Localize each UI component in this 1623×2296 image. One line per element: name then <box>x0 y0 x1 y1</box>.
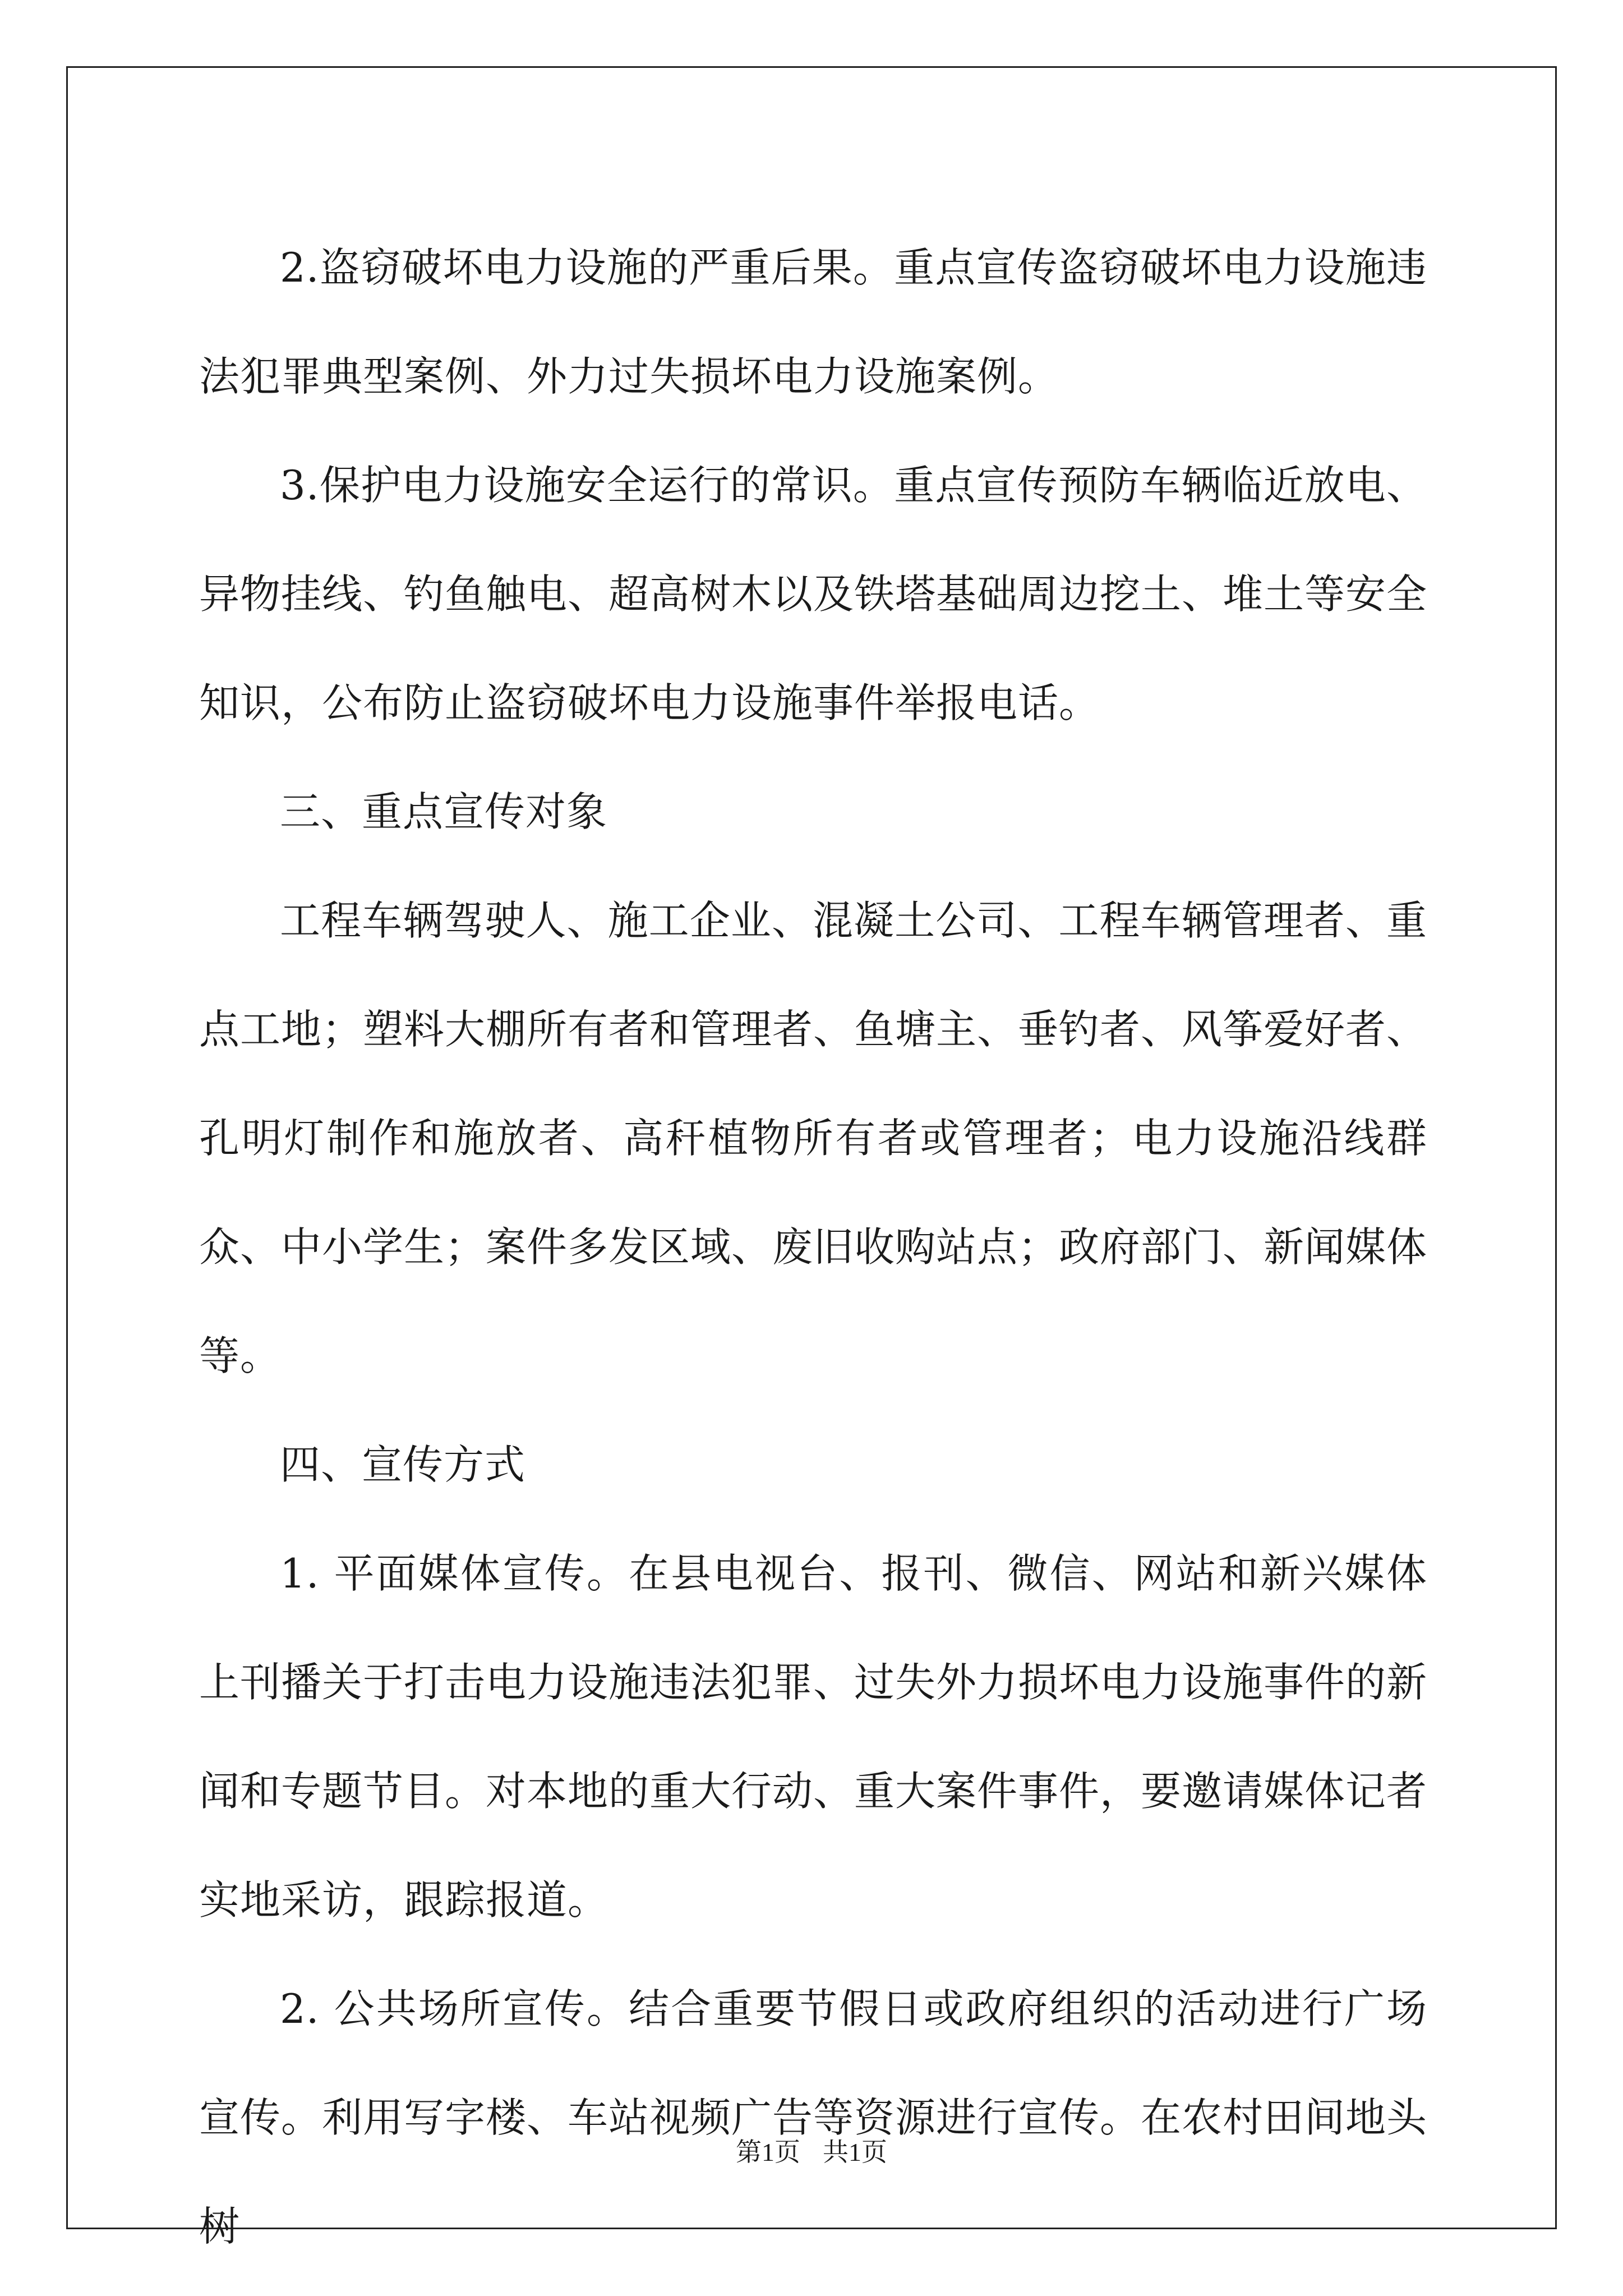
paragraph-safety-knowledge: 3.保护电力设施安全运行的常识。重点宣传预防车辆临近放电、异物挂线、钓鱼触电、超高树木以及铁塔基础周边挖土、堆土等安全知识，公布防止盗窃破坏电力设施事件举报电话。 <box>199 462 1428 726</box>
paragraph-public-places: 2. 公共场所宣传。结合重要节假日或政府组织的活动进行广场宣传。利用写字楼、车站视频广告等资源进行宣传。在农村田间地头树 <box>199 1985 1428 2250</box>
document-body <box>199 213 1427 2281</box>
page-total: 共1页 <box>823 2138 887 2166</box>
page-number: 第1页 <box>736 2138 800 2166</box>
section-heading-methods: 四、宣传方式 <box>280 1441 526 1488</box>
paragraph-print-media: 1. 平面媒体宣传。在县电视台、报刊、微信、网站和新兴媒体上刊播关于打击电力设施违法犯罪、过失外力损坏电力设施事件的新闻和专题节目。对本地的重大行动、重大案件事件，要邀请媒体记者实地采访，跟踪报道。 <box>199 1550 1428 1924</box>
paragraph-consequences: 2.盗窃破坏电力设施的严重后果。重点宣传盗窃破坏电力设施违法犯罪典型案例、外力过失损坏电力设施案例。 <box>199 244 1427 400</box>
section-heading-targets: 三、重点宣传对象 <box>280 788 608 835</box>
page-footer <box>0 2132 1623 2169</box>
paragraph-targets: 工程车辆驾驶人、施工企业、混凝土公司、工程车辆管理者、重点工地；塑料大棚所有者和管理者、鱼塘主、垂钓者、风筝爱好者、孔明灯制作和施放者、高秆植物所有者或管理者；电力设施沿线群众、中小学生；案件多发区域、废旧收购站点；政府部门、新闻媒体等。 <box>199 897 1428 1379</box>
